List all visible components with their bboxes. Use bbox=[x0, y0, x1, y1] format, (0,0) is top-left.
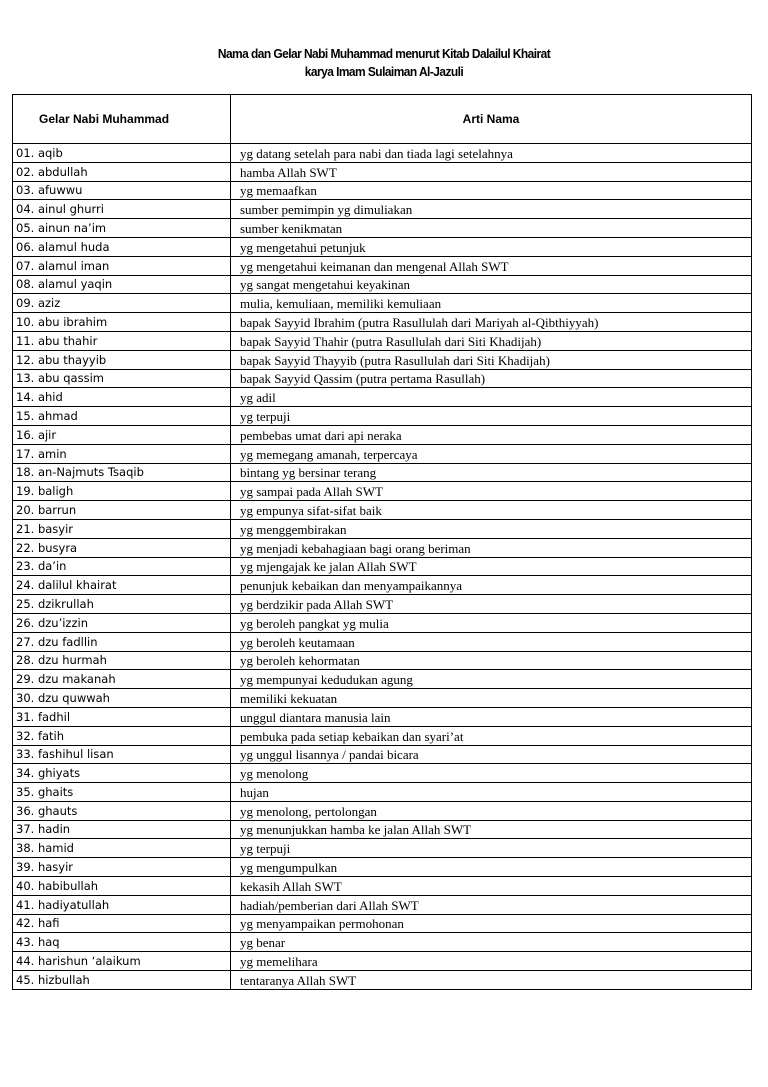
meaning-cell: yg adil bbox=[231, 388, 752, 407]
meaning-cell: yg berdzikir pada Allah SWT bbox=[231, 595, 752, 614]
meaning-cell: yg terpuji bbox=[231, 839, 752, 858]
meaning-cell: bapak Sayyid Ibrahim (putra Rasullulah dari Mariyah al-Qibthiyyah) bbox=[231, 313, 752, 332]
table-row bbox=[13, 858, 752, 877]
title-name-cell: 28. dzu hurmah bbox=[13, 651, 231, 670]
title-name-cell: 14. ahid bbox=[13, 388, 231, 407]
table-row bbox=[13, 670, 752, 689]
meaning-cell: yg datang setelah para nabi dan tiada lagi setelahnya bbox=[231, 144, 752, 163]
meaning-cell: yg mengumpulkan bbox=[231, 858, 752, 877]
title-name-cell: 45. hizbullah bbox=[13, 971, 231, 990]
meaning-cell: bapak Sayyid Thayyib (putra Rasullulah dari Siti Khadijah) bbox=[231, 350, 752, 369]
meaning-cell: yg memaafkan bbox=[231, 181, 752, 200]
meaning-cell: mulia, kemuliaan, memiliki kemuliaan bbox=[231, 294, 752, 313]
table-body bbox=[13, 144, 752, 990]
table-row bbox=[13, 783, 752, 802]
meaning-cell: memiliki kekuatan bbox=[231, 689, 752, 708]
title-name-cell: 34. ghiyats bbox=[13, 764, 231, 783]
meaning-cell: yg menjadi kebahagiaan bagi orang beriman bbox=[231, 538, 752, 557]
table-row bbox=[13, 613, 752, 632]
table-row bbox=[13, 651, 752, 670]
meaning-cell: yg menggembirakan bbox=[231, 519, 752, 538]
table-row bbox=[13, 162, 752, 181]
title-name-cell: 12. abu thayyib bbox=[13, 350, 231, 369]
title-name-cell: 01. aqib bbox=[13, 144, 231, 163]
table-row bbox=[13, 538, 752, 557]
title-name-cell: 13. abu qassim bbox=[13, 369, 231, 388]
column-header-meaning: Arti Nama bbox=[231, 95, 752, 144]
title-name-cell: 21. basyir bbox=[13, 519, 231, 538]
title-name-cell: 10. abu ibrahim bbox=[13, 313, 231, 332]
title-name-cell: 20. barrun bbox=[13, 501, 231, 520]
table-row bbox=[13, 971, 752, 990]
title-name-cell: 16. ajir bbox=[13, 425, 231, 444]
title-name-cell: 06. alamul huda bbox=[13, 237, 231, 256]
meaning-cell: yg menolong, pertolongan bbox=[231, 801, 752, 820]
meaning-cell: yg benar bbox=[231, 933, 752, 952]
document-title: Nama dan Gelar Nabi Muhammad menurut Kitab Dalailul Khairat bbox=[217, 46, 551, 61]
names-table bbox=[12, 94, 752, 990]
title-name-cell: 19. baligh bbox=[13, 482, 231, 501]
title-name-cell: 40. habibullah bbox=[13, 877, 231, 896]
title-name-cell: 18. an-Najmuts Tsaqib bbox=[13, 463, 231, 482]
meaning-cell: kekasih Allah SWT bbox=[231, 877, 752, 896]
table-row bbox=[13, 407, 752, 426]
table-row bbox=[13, 745, 752, 764]
meaning-cell: yg beroleh pangkat yg mulia bbox=[231, 613, 752, 632]
meaning-cell: yg menyampaikan permohonan bbox=[231, 914, 752, 933]
meaning-cell: yg menunjukkan hamba ke jalan Allah SWT bbox=[231, 820, 752, 839]
title-name-cell: 05. ainun na’im bbox=[13, 219, 231, 238]
table-row bbox=[13, 200, 752, 219]
table-row bbox=[13, 576, 752, 595]
title-name-cell: 33. fashihul lisan bbox=[13, 745, 231, 764]
title-name-cell: 31. fadhil bbox=[13, 707, 231, 726]
meaning-cell: penunjuk kebaikan dan menyampaikannya bbox=[231, 576, 752, 595]
meaning-cell: pembuka pada setiap kebaikan dan syari’at bbox=[231, 726, 752, 745]
table-row bbox=[13, 350, 752, 369]
meaning-cell: hamba Allah SWT bbox=[231, 162, 752, 181]
meaning-cell: hujan bbox=[231, 783, 752, 802]
table-row bbox=[13, 256, 752, 275]
title-name-cell: 22. busyra bbox=[13, 538, 231, 557]
title-name-cell: 02. abdullah bbox=[13, 162, 231, 181]
table-row bbox=[13, 463, 752, 482]
meaning-cell: yg beroleh kehormatan bbox=[231, 651, 752, 670]
title-name-cell: 30. dzu quwwah bbox=[13, 689, 231, 708]
meaning-cell: yg terpuji bbox=[231, 407, 752, 426]
table-row bbox=[13, 388, 752, 407]
title-name-cell: 25. dzikrullah bbox=[13, 595, 231, 614]
meaning-cell: yg menolong bbox=[231, 764, 752, 783]
table-row bbox=[13, 707, 752, 726]
title-name-cell: 23. da’in bbox=[13, 557, 231, 576]
table-row bbox=[13, 144, 752, 163]
title-name-cell: 09. aziz bbox=[13, 294, 231, 313]
meaning-cell: yg memelihara bbox=[231, 952, 752, 971]
title-name-cell: 29. dzu makanah bbox=[13, 670, 231, 689]
table-row bbox=[13, 482, 752, 501]
table-row bbox=[13, 519, 752, 538]
table-row bbox=[13, 557, 752, 576]
meaning-cell: yg empunya sifat-sifat baik bbox=[231, 501, 752, 520]
title-name-cell: 17. amin bbox=[13, 444, 231, 463]
meaning-cell: bapak Sayyid Qassim (putra pertama Rasullah) bbox=[231, 369, 752, 388]
table-row bbox=[13, 764, 752, 783]
title-name-cell: 41. hadiyatullah bbox=[13, 895, 231, 914]
title-name-cell: 07. alamul iman bbox=[13, 256, 231, 275]
table-row bbox=[13, 933, 752, 952]
title-name-cell: 24. dalilul khairat bbox=[13, 576, 231, 595]
title-name-cell: 26. dzu’izzin bbox=[13, 613, 231, 632]
title-name-cell: 15. ahmad bbox=[13, 407, 231, 426]
meaning-cell: yg mengetahui petunjuk bbox=[231, 237, 752, 256]
meaning-cell: bintang yg bersinar terang bbox=[231, 463, 752, 482]
table-row bbox=[13, 331, 752, 350]
meaning-cell: yg mengetahui keimanan dan mengenal Allah SWT bbox=[231, 256, 752, 275]
meaning-cell: pembebas umat dari api neraka bbox=[231, 425, 752, 444]
meaning-cell: unggul diantara manusia lain bbox=[231, 707, 752, 726]
title-name-cell: 03. afuwwu bbox=[13, 181, 231, 200]
table-row bbox=[13, 595, 752, 614]
table-row bbox=[13, 820, 752, 839]
table-row bbox=[13, 632, 752, 651]
table-row bbox=[13, 839, 752, 858]
table-row bbox=[13, 877, 752, 896]
meaning-cell: yg unggul lisannya / pandai bicara bbox=[231, 745, 752, 764]
title-name-cell: 39. hasyir bbox=[13, 858, 231, 877]
title-name-cell: 42. hafi bbox=[13, 914, 231, 933]
meaning-cell: sumber pemimpin yg dimuliakan bbox=[231, 200, 752, 219]
column-header-name: Gelar Nabi Muhammad bbox=[13, 95, 231, 144]
meaning-cell: yg mempunyai kedudukan agung bbox=[231, 670, 752, 689]
table-row bbox=[13, 181, 752, 200]
table-row bbox=[13, 237, 752, 256]
table-row bbox=[13, 219, 752, 238]
table-row bbox=[13, 689, 752, 708]
title-name-cell: 27. dzu fadllin bbox=[13, 632, 231, 651]
meaning-cell: hadiah/pemberian dari Allah SWT bbox=[231, 895, 752, 914]
table-row bbox=[13, 895, 752, 914]
title-name-cell: 04. ainul ghurri bbox=[13, 200, 231, 219]
document-subtitle: karya Imam Sulaiman Al-Jazuli bbox=[304, 64, 464, 79]
table-row bbox=[13, 726, 752, 745]
title-name-cell: 43. haq bbox=[13, 933, 231, 952]
table-header-row bbox=[13, 95, 752, 144]
meaning-cell: yg sangat mengetahui keyakinan bbox=[231, 275, 752, 294]
title-name-cell: 36. ghauts bbox=[13, 801, 231, 820]
title-name-cell: 44. harishun ‘alaikum bbox=[13, 952, 231, 971]
title-name-cell: 37. hadin bbox=[13, 820, 231, 839]
title-name-cell: 35. ghaits bbox=[13, 783, 231, 802]
table-row bbox=[13, 801, 752, 820]
meaning-cell: tentaranya Allah SWT bbox=[231, 971, 752, 990]
table-row bbox=[13, 313, 752, 332]
table-row bbox=[13, 369, 752, 388]
title-name-cell: 38. hamid bbox=[13, 839, 231, 858]
table-row bbox=[13, 425, 752, 444]
meaning-cell: yg memegang amanah, terpercaya bbox=[231, 444, 752, 463]
table-row bbox=[13, 275, 752, 294]
table-row bbox=[13, 501, 752, 520]
table-row bbox=[13, 444, 752, 463]
table-row bbox=[13, 952, 752, 971]
meaning-cell: bapak Sayyid Thahir (putra Rasullulah dari Siti Khadijah) bbox=[231, 331, 752, 350]
table-row bbox=[13, 914, 752, 933]
table-row bbox=[13, 294, 752, 313]
title-name-cell: 11. abu thahir bbox=[13, 331, 231, 350]
meaning-cell: sumber kenikmatan bbox=[231, 219, 752, 238]
meaning-cell: yg beroleh keutamaan bbox=[231, 632, 752, 651]
title-name-cell: 08. alamul yaqin bbox=[13, 275, 231, 294]
title-name-cell: 32. fatih bbox=[13, 726, 231, 745]
meaning-cell: yg mjengajak ke jalan Allah SWT bbox=[231, 557, 752, 576]
meaning-cell: yg sampai pada Allah SWT bbox=[231, 482, 752, 501]
